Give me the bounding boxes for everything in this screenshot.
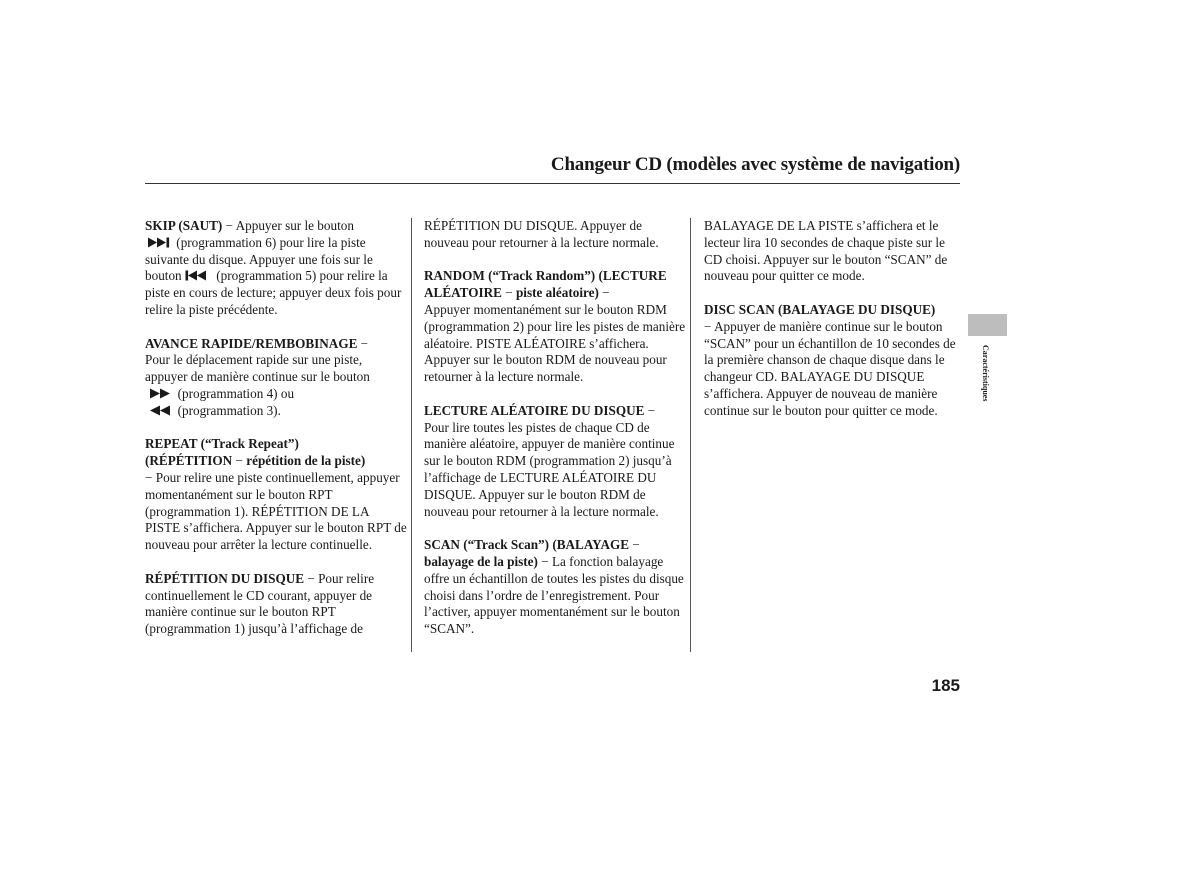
repeat-disc-text: Pour relire continuellement le CD courant, appuyer de manière continue sur le bouton RPT (programmation 1) jusqu’à l’affichage de xyxy=(145,570,375,637)
random-disc-text: Pour lire toutes les pistes de chaque CD de manière aléatoire, appuyer de manière continue sur le bouton RDM (programmation 2) jusqu’à l’affichage de LECTURE ALÉATOIRE DU DISQUE. Appuyer sur le bouton RDM de nouveau pour retourner à la lecture normale. xyxy=(424,419,675,519)
fast-forward-icon xyxy=(148,388,174,399)
ff-text-1: Pour le déplacement rapide sur une piste, appuyer de manière continue sur le bouton xyxy=(145,352,370,385)
scan-dash: − xyxy=(537,553,552,569)
scan-heading-dash: − xyxy=(629,537,640,553)
disc-scan-text: − Appuyer de manière continue sur le bouton “SCAN” pour un échantillon de 10 secondes de la première chanson de chaque disque dans le changeur CD. BALAYAGE DU DISQUE s’affichera. Appuyer de nouveau de manière continue sur le bouton pour quitter ce mode. xyxy=(704,318,956,418)
random-disc-dash: − xyxy=(644,402,656,418)
repeat-disc-cont-text: RÉPÉTITION DU DISQUE. Appuyer de nouveau pour retourner à la lecture normale. xyxy=(424,218,659,250)
column-1 xyxy=(145,218,407,638)
page-title: Changeur CD (modèles avec système de navigation) xyxy=(550,154,960,175)
skip-dash: − xyxy=(222,218,236,233)
ff-text-3: (programmation 3). xyxy=(177,402,281,418)
section-tab-marker xyxy=(968,314,1007,336)
repeat-heading-2b: répétition de la piste) xyxy=(246,453,366,469)
skip-text-3: (programmation 5) pour relire la piste en cours de lecture; appuyer deux fois pour relire la piste précédente. xyxy=(145,268,402,317)
disc-scan-heading: DISC SCAN (BALAYAGE DU DISQUE) xyxy=(704,301,936,317)
scan-heading-2: balayage de la piste) xyxy=(424,553,538,569)
random-text: Appuyer momentanément sur le bouton RDM (programmation 2) pour lire les pistes de manière aléatoire. PISTE ALÉATOIRE s’affichera. Appuyer sur le bouton RDM de nouveau pour retourner à la lecture normale. xyxy=(424,301,686,385)
random-heading-1: RANDOM (“Track Random”) (LECTURE xyxy=(424,268,667,284)
scan-heading-1: SCAN (“Track Scan”) (BALAYAGE xyxy=(424,537,630,553)
ff-text-2: (programmation 4) ou xyxy=(177,385,295,401)
column-2 xyxy=(424,218,686,638)
skip-next-icon xyxy=(145,237,173,248)
header-rule xyxy=(145,183,960,184)
column-divider-2 xyxy=(690,218,691,652)
random-disc-heading: LECTURE ALÉATOIRE DU DISQUE xyxy=(424,402,645,418)
column-3 xyxy=(704,218,960,420)
repeat-heading-1: REPEAT (“Track Repeat”) xyxy=(145,436,299,452)
scan-text: La fonction balayage offre un échantillon de toutes les pistes du disque choisi dans l’ordre de l’enregistrement. Pour l’activer, appuyer momentanément sur le bouton “SCAN”. xyxy=(424,553,684,637)
ff-heading: AVANCE RAPIDE/REMBOBINAGE xyxy=(145,335,358,351)
repeat-disc-dash: − xyxy=(304,570,319,586)
section-scan xyxy=(424,537,686,638)
section-skip xyxy=(145,218,407,319)
random-heading-dash: − xyxy=(501,285,516,301)
scan-cont-text: BALAYAGE DE LA PISTE s’affichera et le lecteur lira 10 secondes de chaque piste sur le CD choisi. Appuyer sur le bouton “SCAN” de nouveau pour quitter ce mode. xyxy=(704,218,948,284)
repeat-heading-dash: − xyxy=(232,453,247,469)
section-scan-cont xyxy=(704,218,960,285)
repeat-heading-2a: (RÉPÉTITION xyxy=(145,453,233,469)
column-divider-1 xyxy=(411,218,412,652)
side-section-label: Caractéristiques xyxy=(981,345,990,402)
skip-text-1: Appuyer sur le bouton xyxy=(235,218,354,233)
skip-previous-icon xyxy=(185,270,213,281)
page-number: 185 xyxy=(931,676,960,695)
section-fast-forward xyxy=(145,336,407,420)
section-repeat-disc-cont xyxy=(424,218,686,252)
section-random xyxy=(424,268,686,386)
random-heading-2a: ALÉATOIRE xyxy=(424,285,502,301)
ff-dash: − xyxy=(357,335,369,351)
repeat-disc-heading: RÉPÉTITION DU DISQUE xyxy=(145,570,305,586)
random-heading-2b: piste aléatoire) xyxy=(515,285,599,301)
section-repeat xyxy=(145,436,407,554)
skip-text-2: (programmation 6) pour lire la piste suivante du disque. Appuyer une fois sur le bouton xyxy=(145,234,373,284)
skip-heading: SKIP (SAUT) xyxy=(145,218,223,233)
section-random-disc xyxy=(424,403,686,521)
section-repeat-disc xyxy=(145,571,407,638)
random-heading-dash-2: − xyxy=(598,285,610,301)
rewind-icon xyxy=(148,405,174,416)
section-disc-scan xyxy=(704,302,960,420)
repeat-text: − Pour relire une piste continuellement, appuyer momentanément sur le bouton RPT (programmation 1). RÉPÉTITION DE LA PISTE s’affichera. Appuyer sur le bouton RPT de nouveau pour arrêter la lecture continuelle. xyxy=(145,469,407,553)
